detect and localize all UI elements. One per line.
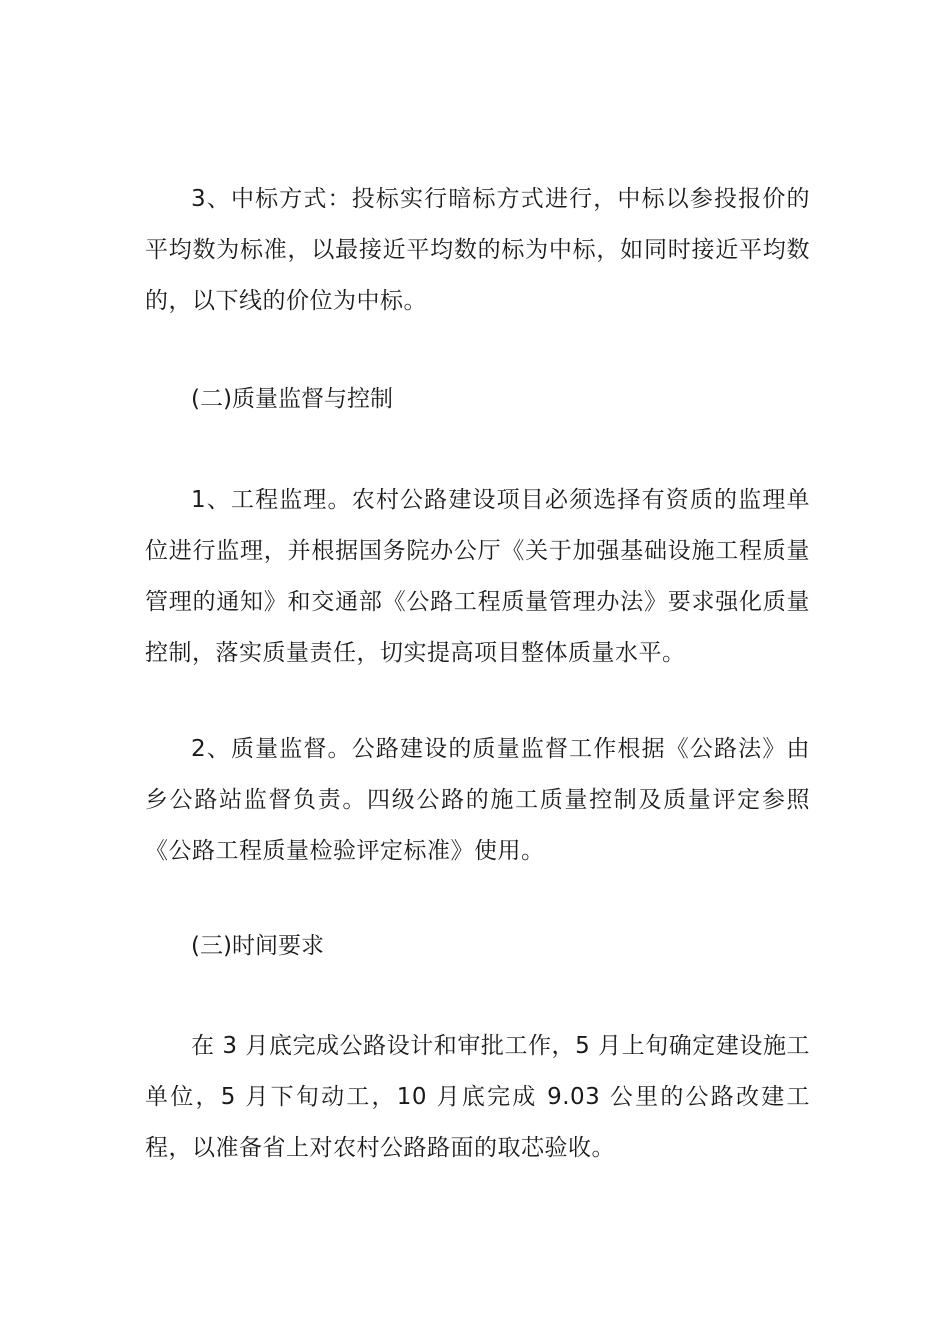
paragraph-bid-method: 3、中标方式：投标实行暗标方式进行，中标以参投报价的平均数为标准，以最接近平均数的标为中标，如同时接近平均数的，以下线的价位为中标。	[145, 186, 810, 314]
section-heading-quality-supervision: (二)质量监督与控制	[191, 386, 393, 412]
paragraph-quality-supervision: 2、质量监督。公路建设的质量监督工作根据《公路法》由乡公路站监督负责。四级公路的施工质量控制及质量评定参照《公路工程质量检验评定标准》使用。	[145, 736, 810, 864]
section-heading-time-requirements: (三)时间要求	[191, 933, 324, 959]
paragraph-schedule: 在 3 月底完成公路设计和审批工作，5 月上旬确定建设施工单位，5 月下旬动工，10 月底完成 9.03 公里的公路改建工程，以准备省上对农村公路路面的取芯验收。	[145, 1033, 810, 1161]
paragraph-engineering-supervision: 1、工程监理。农村公路建设项目必须选择有资质的监理单位进行监理，并根据国务院办公厅《关于加强基础设施工程质量管理的通知》和交通部《公路工程质量管理办法》要求强化质量控制，落实质量责任，切实提高项目整体质量水平。	[145, 487, 810, 666]
